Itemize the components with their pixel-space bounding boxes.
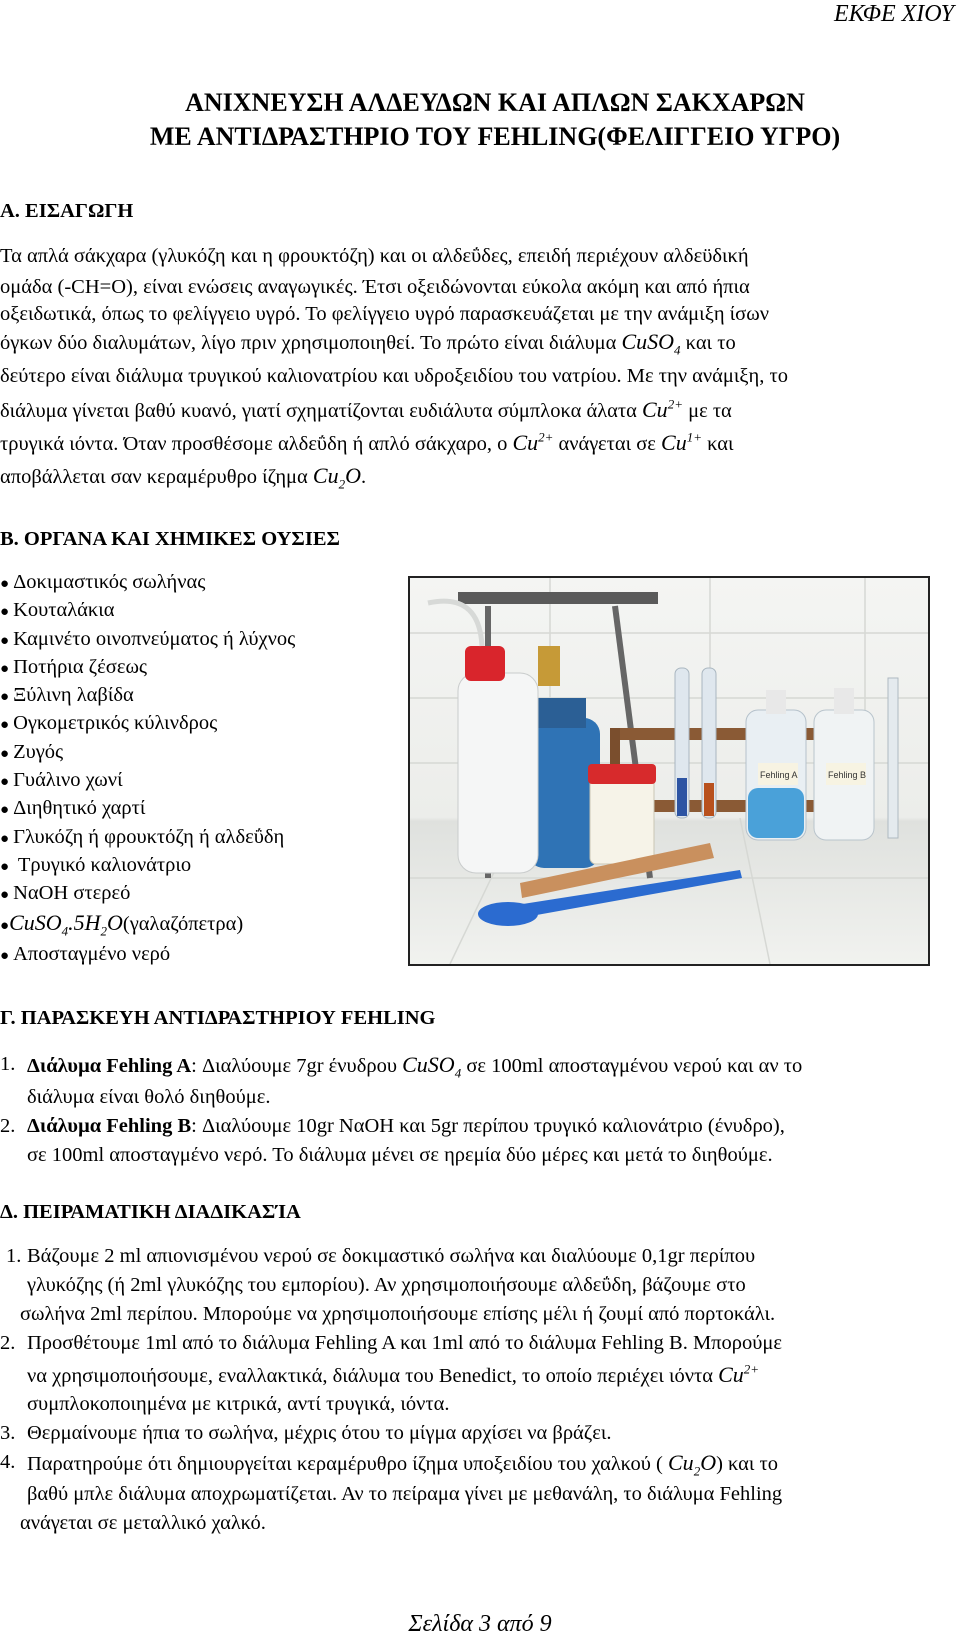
item-number: 1. [0,1053,16,1075]
formula-cuso4-5h2o [9,909,123,938]
equipment-label: Αποσταγμένο νερό [13,942,171,965]
equipment-item [0,794,295,822]
formula-part: 5 [73,909,85,935]
page-title [0,86,960,154]
equipment-item [0,940,295,968]
intro-text: και το [680,332,736,354]
step-text: ανάγεται σε μεταλλικό χαλκό. [20,1512,266,1534]
formula-part: CuSO [402,1052,455,1077]
bullet: ● [0,858,10,875]
step-text: : Διαλύουμε 7gr ένυδρου [191,1055,403,1077]
intro-text: με τα [682,400,732,422]
equipment-label: Ογκομετρικός κύλινδρος [13,712,218,735]
list-item [0,1390,958,1419]
list-item [0,1480,958,1509]
bottle-b-label: Fehling B [828,770,867,780]
equipment-label: Διηθητικό χαρτί [13,797,146,820]
intro-text: τρυγικά ιόντα. Όταν προσθέσομε αλδεΰδη ή απλό σάκχαρο, ο [0,433,513,455]
bullet: ● [0,802,10,819]
list-item [0,1448,958,1480]
equipment-label: (γαλαζόπετρα) [122,912,244,935]
formula-subscript: 2 [100,922,108,938]
section-a-heading: Α. ΕΙΣΑΓΩΓΗ [0,200,134,222]
step-text: να χρησιμοποιήσουμε, εναλλακτικά, διάλυμα του Benedict, το οποίο περιέχει ιόντα [27,1365,719,1387]
step-text: συμπλοκοποιημένα με κιτρικά, αντί τρυγικά, ιόντα. [27,1393,450,1415]
formula-cuso4 [621,329,681,358]
item-number: 2. [0,1332,16,1354]
bullet: ● [0,774,10,791]
preparation-list [0,1050,958,1170]
page-number: Σελίδα 3 από 9 [408,1611,552,1637]
intro-text: και [702,433,734,455]
equipment-item [0,653,295,681]
intro-text: όγκων δύο διαλυμάτων, λίγο πριν χρησιμοποιηθεί. Το πρώτο είναι διάλυμα [0,332,622,354]
formula-part: Cu [718,1362,744,1387]
section-b-heading: Β. ΟΡΓΑΝΑ ΚΑΙ ΧΗΜΙΚΕΣ ΟΥΣΙΕΣ [0,528,340,550]
formula-subscript: 4 [454,1065,462,1081]
equipment-label: Κουταλάκια [13,599,115,622]
equipment-item [0,738,295,766]
formula-superscript: 2+ [667,396,683,412]
list-item [0,1329,958,1360]
formula-part: O [700,1450,717,1475]
list-item [0,1112,958,1141]
step-text: Θερμαίνουμε ήπια το σωλήνα, μέχρις ότου το μίγμα αρχίσει να βράζει. [27,1422,612,1444]
formula-subscript: 2 [338,476,346,492]
intro-line: ομάδα (-CH=O), είναι ενώσεις αναγωγικές. Έτσι οξειδώνονται εύκολα ακόμη και από ήπια [0,276,750,298]
equipment-item [0,851,295,879]
formula-part: Cu [512,430,539,455]
step-text: Παρατηρούμε ότι δημιουργείται κεραμέρυθρο ίζημα υποξειδίου του χαλκού ( [27,1453,668,1475]
formula-part: CuSO [621,329,675,354]
list-item [0,1300,958,1329]
title-line-2: ΜΕ ΑΝΤΙΔΡΑΣΤΗΡΙΟ ΤΟΥ FEHLING(ΦΕΛΙΓΓΕΙΟ ΥΓΡΟ) [149,122,841,151]
formula-part: Cu [668,1450,694,1475]
formula-part: . [68,909,74,935]
bullet: ● [0,576,10,592]
section-c-heading: Γ. ΠΑΡΑΣΚΕΥΗ ΑΝΤΙΔΡΑΣΤΗΡΙΟΥ FEHLING [0,1007,436,1029]
step-text: βαθύ μπλε διάλυμα αποχρωματίζεται. Αν το πείραμα γίνει με μεθανάλη, το διάλυμα Fehling [27,1483,783,1505]
formula-part: Cu [642,397,668,422]
formula-cu2plus [512,430,553,455]
header-school-name: ΕΚΦΕ ΧΙΟΥ [834,1,954,27]
step-text: σε 100ml αποσταγμένο νερό. Το διάλυμα μένει σε ηρεμία δύο μέρες και μετά το διηθούμε. [27,1144,773,1166]
equipment-item [0,879,295,907]
equipment-label: ΝαΟΗ στερεό [13,882,131,905]
bullet: ● [0,632,10,649]
list-item [0,1083,958,1112]
formula-part: Cu [312,463,339,488]
equipment-item [0,908,295,940]
intro-line: οξειδωτικά, όπως το φελίγγειο υγρό. Το φελίγγειο υγρό παρασκευάζεται με την ανάμιξη ίσων [0,303,770,325]
fehling-a-label: Διάλυμα Fehling A [27,1055,192,1077]
lab-photo-illustration [410,578,928,964]
equipment-label: Ξύλινη λαβίδα [13,684,134,707]
bullet: ● [0,830,10,847]
equipment-item [0,625,295,653]
item-number: 4. [0,1451,16,1473]
bullet: ● [0,947,10,964]
equipment-item [0,596,295,624]
equipment-label: Καμινέτο οινοπνεύματος ή λύχνος [13,627,296,650]
procedure-list [0,1242,958,1538]
equipment-item [0,709,295,737]
equipment-label: Τρυγικό καλιονάτριο [13,853,192,876]
intro-paragraph [0,242,955,492]
intro-line: δεύτερο είναι διάλυμα τρυγικού καλιονατρίου και υδροξειδίου του νατρίου. Με την ανάμιξη, το [0,365,788,387]
formula-subscript: 2 [693,1463,701,1479]
equipment-label: Δοκιμαστικός σωλήνας [13,571,206,593]
formula-cu1plus [661,430,702,455]
section-d-heading: Δ. ΠΕΙΡΑΜΑΤΙΚΗ ΔΙΑΔΙΚΑΣΊΑ [0,1201,301,1223]
formula-cu2o [668,1450,717,1479]
lab-equipment-photo [408,576,930,966]
equipment-label: Ποτήρια ζέσεως [13,655,148,678]
item-number: 1. [6,1245,22,1267]
list-item [0,1050,958,1083]
formula-subscript: 4 [61,922,69,938]
bullet: ● [0,660,10,677]
step-text: Βάζουμε 2 ml απιονισμένου νερού σε δοκιμαστικό σωλήνα και διαλύουμε 0,1gr περίπου [27,1245,756,1267]
step-text: Προσθέτουμε 1ml από το διάλυμα Fehling A και 1ml από το διάλυμα Fehling B. Μπορούμε [27,1332,783,1354]
list-item [0,1509,958,1538]
equipment-list [0,568,295,968]
formula-part: CuSO [9,909,62,935]
step-text: γλυκόζης (ή 2ml γλυκόζης του εμπορίου). Αν χρησιμοποιήσουμε αλδεΰδη, βάζουμε στο [27,1274,746,1296]
formula-superscript: 2+ [538,429,554,445]
equipment-label: Ζυγός [13,740,64,763]
formula-subscript: 4 [674,342,681,358]
intro-text: ανάγεται σε [553,433,662,455]
intro-text: . [360,466,367,488]
formula-cu2plus [642,397,683,422]
formula-cu2o [312,463,361,492]
equipment-item [0,766,295,794]
step-text: διάλυμα είναι θολό διηθούμε. [27,1086,271,1108]
list-item [0,1360,958,1390]
formula-part: O [345,463,361,488]
formula-cu2plus [718,1362,759,1387]
step-text: σωλήνα 2ml περίπου. Μπορούμε να χρησιμοποιήσουμε επίσης μέλι ή ζουμί από πορτοκάλι. [20,1303,776,1325]
title-line-1: ΑΝΙΧΝΕΥΣΗ ΑΛΔΕΥΔΩΝ ΚΑΙ ΑΠΛΩΝ ΣΑΚΧΑΡΩΝ [185,88,805,117]
intro-text: διάλυμα γίνεται βαθύ κυανό, γιατί σχηματίζονται ευδιάλυτα σύμπλοκα άλατα [0,400,642,422]
item-number: 3. [0,1422,16,1444]
formula-superscript: 1+ [686,429,702,445]
equipment-item [0,823,295,851]
equipment-label: Γλυκόζη ή φρουκτόζη ή αλδεΰδη [13,825,285,848]
bullet: ● [0,745,10,762]
equipment-label: Γυάλινο χωνί [13,769,123,792]
intro-line: Τα απλά σάκχαρα (γλυκόζη και η φρουκτόζη) και οι αλδεΰδες, επειδή περιέχουν αλδεϋδική [0,245,749,267]
list-item [0,1271,958,1300]
intro-line [0,327,955,362]
intro-line [0,395,955,428]
list-item [0,1419,958,1448]
intro-line [0,428,955,461]
bullet: ● [0,887,10,904]
bullet: ● [0,717,10,734]
intro-text: αποβάλλεται σαν κεραμέρυθρο ίζημα [0,466,313,488]
equipment-item [0,568,295,596]
formula-superscript: 2+ [743,1361,760,1377]
step-text: : Διαλύουμε 10gr ΝαΟΗ και 5gr περίπου τρυγικό καλιονάτριο (ένυδρο), [191,1115,785,1137]
formula-cuso4 [402,1052,462,1081]
formula-part: O [107,909,123,935]
bullet: ● [0,917,10,934]
bullet: ● [0,604,10,621]
formula-part: H [84,909,101,935]
bottle-a-label: Fehling A [760,770,798,780]
item-number: 2. [0,1115,16,1137]
step-text: ) και το [716,1453,779,1475]
step-text: σε 100ml αποσταγμένου νερού και αν το [461,1055,803,1077]
fehling-b-label: Διάλυμα Fehling B [27,1115,192,1137]
list-item [0,1242,958,1271]
formula-part: Cu [661,430,687,455]
equipment-item [0,681,295,709]
list-item [0,1141,958,1170]
bullet: ● [0,689,10,706]
intro-line [0,461,955,492]
